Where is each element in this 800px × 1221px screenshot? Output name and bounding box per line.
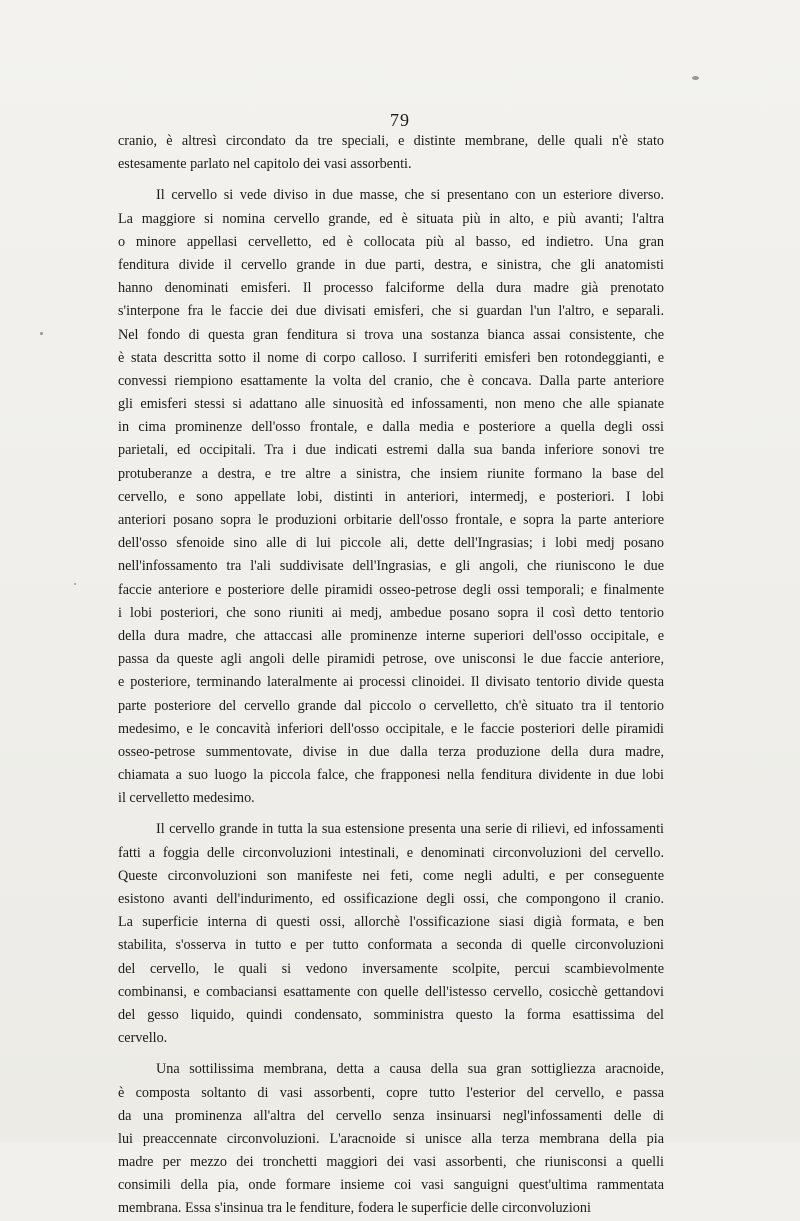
paragraph-gap bbox=[118, 176, 664, 184]
text-line: La maggiore si nomina cervello grande, ed è situata più in alto, e più avanti; l'altra bbox=[118, 210, 664, 227]
text-line: nell'infossamento tra l'ali suddivisate dell'Ingrasias, e gli angoli, che riuniscono le due bbox=[118, 558, 664, 575]
page-number: 79 bbox=[390, 110, 410, 130]
text-line: fatti a foggia delle circonvoluzioni intestinali, e denominati circonvoluzioni del cervello. bbox=[118, 844, 664, 861]
paragraph bbox=[118, 818, 664, 1050]
text-line: combinansi, e combaciansi esattamente con quelle dell'istesso cervello, cosicchè gettandovi bbox=[118, 983, 664, 1000]
paper-speck bbox=[74, 583, 76, 585]
text-line: s'interpone fra le faccie dei due divisati emisferi, che si guardan l'un l'altro, e separali. bbox=[118, 303, 664, 320]
text-line: Una sottilissima membrana, detta a causa della sua gran sottigliezza aracnoide, bbox=[156, 1061, 664, 1078]
text-line: cervello. bbox=[118, 1030, 168, 1047]
text-line: stabilita, s'osserva in tutto e per tutto conformata a seconda di quelle circonvoluzioni bbox=[118, 937, 664, 954]
paragraph-gap bbox=[118, 810, 664, 818]
text-line: della dura madre, che attaccasi alle prominenze interne superiori dell'osso occipitale, e bbox=[118, 627, 664, 644]
text-line: parte posteriore del cervello grande dal piccolo o cervelletto, ch'è situato tra il tentorio bbox=[118, 697, 664, 714]
text-line: lui preaccennate circonvoluzioni. L'aracnoide si unisce alla terza membrana della pia bbox=[118, 1130, 664, 1147]
text-line: Queste circonvoluzioni son manifeste nei feti, come negli adulti, e per conseguente bbox=[118, 867, 664, 884]
text-line: Nel fondo di questa gran fenditura si trova una sostanza bianca assai consistente, che bbox=[118, 326, 664, 343]
text-line: osseo-petrose summentovate, divise in due dalla terza produzione della dura madre, bbox=[118, 743, 664, 760]
text-line: passa da queste agli angoli delle piramidi petrose, ove unisconsi le due faccie anteriore, bbox=[118, 651, 664, 668]
text-line: estesamente parlato nel capitolo dei vasi assorbenti. bbox=[118, 156, 412, 173]
text-line: Il cervello si vede diviso in due masse, che si presentano con un esteriore diverso. bbox=[156, 187, 664, 204]
text-line: faccie anteriore e posteriore delle piramidi osseo-petrose degli ossi temporali; e finalmente bbox=[118, 581, 664, 598]
text-line: il cervelletto medesimo. bbox=[118, 790, 255, 807]
text-line: esistono avanti dell'indurimento, ed ossificazione degli ossi, che compongono il cranio. bbox=[118, 891, 664, 907]
text-line: del gesso liquido, quindi condensato, somministra questo la forma esattissima del bbox=[118, 1006, 664, 1023]
text-line: o minore appellasi cervelletto, ed è collocata più al basso, ed indietro. Una gran bbox=[118, 233, 664, 250]
text-line: consimili della pia, onde formare insieme coi vasi sanguigni quest'ultima rammentata bbox=[118, 1177, 664, 1194]
text-line: e posteriore, terminando lateralmente ai processi clinoidei. Il divisato tentorio divide questa bbox=[118, 674, 664, 691]
text-line: convessi riempiono esattamente la volta del cranio, che è concava. Dalla parte anteriore bbox=[118, 372, 664, 389]
text-line: madre per mezzo dei tronchetti maggiori dei vasi assorbenti, che riunisconsi a quelli bbox=[118, 1154, 664, 1171]
text-line: chiamata a suo luogo la piccola falce, che frapponesi nella fenditura dividente in due lobi bbox=[118, 767, 664, 784]
paper-speck bbox=[692, 76, 699, 80]
text-line: La superficie interna di questi ossi, allorchè l'ossificazione siasi digià formata, e ben bbox=[118, 914, 664, 931]
text-line: protuberanze a destra, e tre altre a sinistra, che insiem riunite formano la base del bbox=[118, 465, 664, 482]
text-line: Il cervello grande in tutta la sua estensione presenta una serie di rilievi, ed infossamenti bbox=[156, 821, 664, 838]
text-line: medesimo, e le concavità inferiori dell'osso occipitale, e le faccie posteriori delle piramidi bbox=[118, 720, 664, 737]
text-line: fenditura divide il cervello grande in due parti, destra, e sinistra, che gli anatomisti bbox=[118, 256, 664, 273]
paper-speck bbox=[40, 332, 43, 335]
text-line: in cima prominenze dell'osso frontale, e dalla media e posteriore a quella degli ossi bbox=[118, 419, 664, 436]
paragraph bbox=[118, 184, 664, 810]
text-line: membrana. Essa s'insinua tra le fenditure, fodera le superficie delle circonvoluzioni bbox=[118, 1200, 591, 1217]
paragraph bbox=[118, 130, 664, 176]
text-line: anteriori posano sopra le produzioni orbitarie dell'osso frontale, e sopra la parte anteriore bbox=[118, 512, 664, 528]
text-line: cranio, è altresì circondato da tre speciali, e distinte membrane, delle quali n'è stato bbox=[118, 133, 664, 149]
paragraph-gap bbox=[118, 1050, 664, 1058]
text-line: dell'osso sfenoide sino alle di lui piccole ali, dette dell'Ingrasias; i lobi medj posano bbox=[118, 535, 664, 552]
body-text bbox=[118, 130, 664, 1221]
text-line: del cervello, le quali si vedono inversamente scolpite, percui scambievolmente bbox=[118, 960, 664, 977]
text-line: parietali, ed occipitali. Tra i due indicati estremi dalla sua banda inferiore sonovi tre bbox=[118, 442, 664, 459]
text-line: gli emisferi stessi si adattano alle sinuosità ed infossamenti, non meno che alle spianate bbox=[118, 396, 664, 413]
text-line: cervello, e sono appellate lobi, distinti in anteriori, intermedj, e posteriori. I lobi bbox=[118, 488, 664, 505]
text-line: hanno denominati emisferi. Il processo falciforme della dura madre già prenotato bbox=[118, 280, 664, 297]
text-line: è stata descritta sotto il nome di corpo calloso. I surriferiti emisferi ben rotondeggianti, e bbox=[118, 349, 664, 366]
text-line: da una prominenza all'altra del cervello senza insinuarsi negl'infossamenti delle di bbox=[118, 1107, 664, 1124]
paragraph bbox=[118, 1058, 664, 1220]
text-line: i lobi posteriori, che sono riuniti ai medj, ambedue posano sopra il così detto tentorio bbox=[118, 604, 664, 621]
text-line: è composta soltanto di vasi assorbenti, copre tutto l'esterior del cervello, e passa bbox=[118, 1084, 664, 1101]
